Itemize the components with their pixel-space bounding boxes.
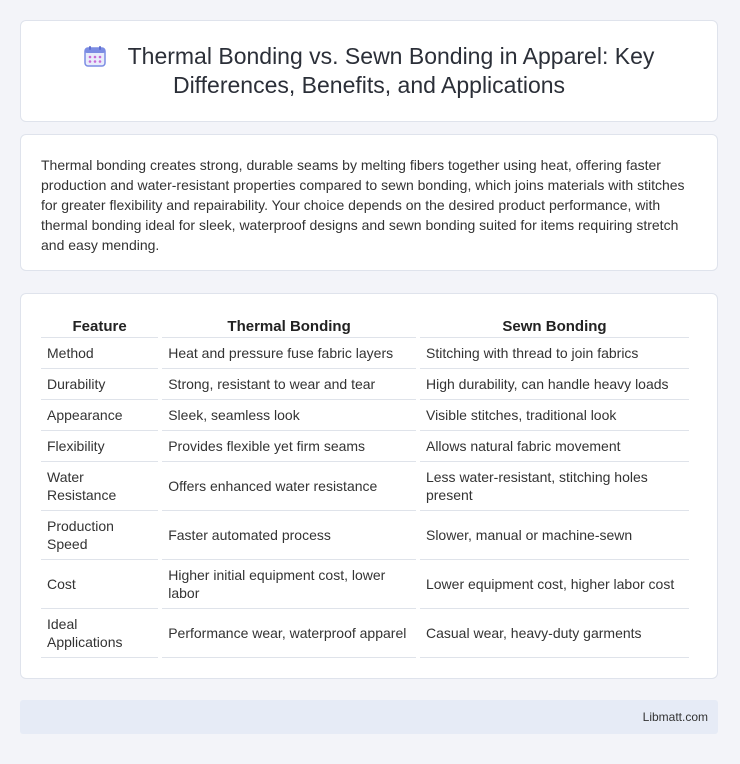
- calendar-icon: [84, 45, 106, 67]
- feature-cell: Appearance: [41, 400, 158, 431]
- feature-cell: Durability: [41, 369, 158, 400]
- summary-text: Thermal bonding creates strong, durable seams by melting fibers together using heat, offering faster production and water-resistant properties compared to sewn bonding, which joins materials with stitches for greater flexibility and repairability. Your choice depends on the desired product performance, with thermal bonding ideal for sleek, waterproof designs and sewn bonding suited for items requiring stretch and easy mending.: [41, 157, 685, 253]
- table-row: [41, 400, 689, 431]
- header-feature: Feature: [41, 314, 158, 338]
- table-row: [41, 462, 689, 511]
- header-sewn-bonding: Sewn Bonding: [420, 314, 689, 338]
- thermal-cell: Heat and pressure fuse fabric layers: [162, 338, 416, 369]
- table-row: [41, 369, 689, 400]
- feature-cell: Flexibility: [41, 431, 158, 462]
- summary-card: [20, 134, 718, 271]
- thermal-cell: Performance wear, waterproof apparel: [162, 609, 416, 658]
- table-header-row: [41, 314, 689, 338]
- sewn-cell: Lower equipment cost, higher labor cost: [420, 560, 689, 609]
- table-row: [41, 431, 689, 462]
- footer-brand: Libmatt.com: [642, 710, 708, 724]
- sewn-cell: Allows natural fabric movement: [420, 431, 689, 462]
- feature-cell: Ideal Applications: [41, 609, 158, 658]
- page-title: [84, 43, 655, 98]
- sewn-cell: Stitching with thread to join fabrics: [420, 338, 689, 369]
- feature-cell: Water Resistance: [41, 462, 158, 511]
- footer: [20, 700, 718, 734]
- title-card: [20, 20, 718, 122]
- table-row: [41, 609, 689, 658]
- feature-cell: Production Speed: [41, 511, 158, 560]
- table-row: [41, 511, 689, 560]
- thermal-cell: Sleek, seamless look: [162, 400, 416, 431]
- thermal-cell: Faster automated process: [162, 511, 416, 560]
- feature-cell: Cost: [41, 560, 158, 609]
- title-wrap: [69, 42, 669, 100]
- page-title-text: Thermal Bonding vs. Sewn Bonding in Apparel: Key Differences, Benefits, and Applications: [127, 43, 655, 98]
- table-row: [41, 560, 689, 609]
- table-row: [41, 338, 689, 369]
- sewn-cell: Less water-resistant, stitching holes present: [420, 462, 689, 511]
- thermal-cell: Provides flexible yet firm seams: [162, 431, 416, 462]
- sewn-cell: Visible stitches, traditional look: [420, 400, 689, 431]
- comparison-table-card: [20, 293, 718, 679]
- thermal-cell: Higher initial equipment cost, lower labor: [162, 560, 416, 609]
- feature-cell: Method: [41, 338, 158, 369]
- sewn-cell: High durability, can handle heavy loads: [420, 369, 689, 400]
- comparison-table: [37, 314, 693, 658]
- thermal-cell: Strong, resistant to wear and tear: [162, 369, 416, 400]
- sewn-cell: Slower, manual or machine-sewn: [420, 511, 689, 560]
- header-thermal-bonding: Thermal Bonding: [162, 314, 416, 338]
- thermal-cell: Offers enhanced water resistance: [162, 462, 416, 511]
- sewn-cell: Casual wear, heavy-duty garments: [420, 609, 689, 658]
